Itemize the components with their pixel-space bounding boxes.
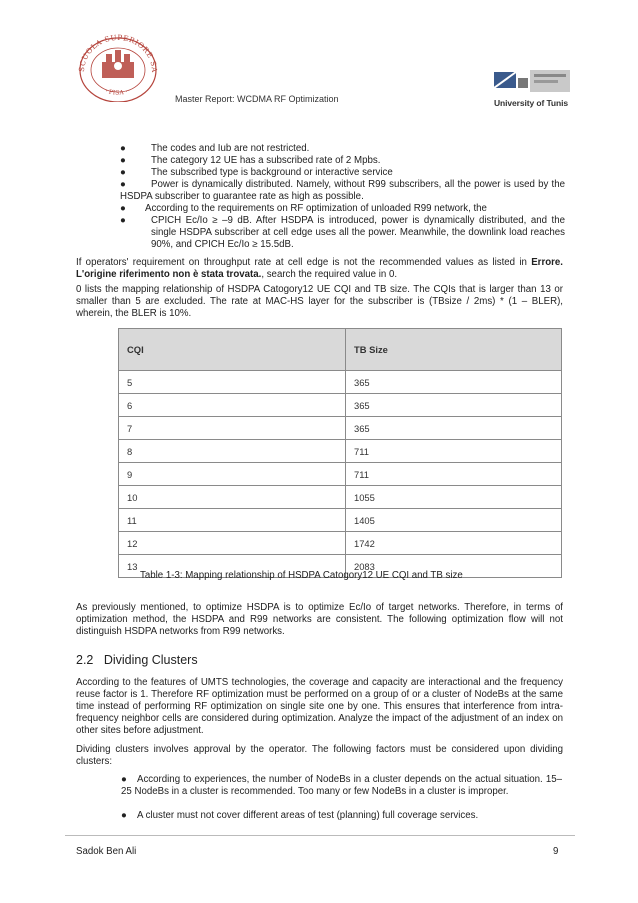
tb-size-cell: 711 [346,440,562,463]
page-number: 9 [553,846,559,857]
footer-divider [65,835,575,836]
tb-size-cell: 365 [346,394,562,417]
cqi-cell: 5 [119,371,346,394]
table-row [119,532,562,555]
table-row [119,440,562,463]
bullet-dot-icon: ● [120,179,126,190]
footer-author: Sadok Ben Ali [76,846,137,857]
cqi-cell: 10 [119,486,346,509]
cqi-cell: 7 [119,417,346,440]
bullet-dot-icon: ● [120,143,126,154]
tb-size-cell: 1405 [346,509,562,532]
table-row [119,486,562,509]
section-title: Dividing Clusters [103,653,198,667]
bullet-dot-icon: ● [120,215,126,226]
tb-size-cell: 1055 [346,486,562,509]
cqi-tb-table [118,328,562,578]
bullet-dot-icon: ● [120,155,126,166]
header-title: Master Report: WCDMA RF Optimization [175,94,339,104]
paragraph: According to the features of UMTS technologies, the coverage and capacity are interactional and the frequency reuse factor is 1. Therefore RF optimization must be performed on a group of or a cluster of NodeBs at the same time instead of performing RF optimization on single site one by one. This ensures that interference from intra-frequency neighbor cells are considered during optimization. Analyze the impact of the adjustment of an index on other sites before adjustment. [76,677,563,736]
section-heading [76,653,198,667]
school-logo [74,32,162,102]
table-row [119,371,562,394]
cqi-cell: 11 [119,509,346,532]
paragraph: Dividing clusters involves approval by the operator. The following factors must be considered upon dividing clusters: [76,744,563,767]
svg-text:· PISA ·: · PISA · [104,87,129,97]
section-number: 2.2 [76,653,94,667]
table-header-cqi: CQI [119,329,346,371]
broken-reference: Errore. L'origine riferimento non è stata trovata. [76,257,563,280]
bullet-dot-icon: ● [121,810,127,821]
bullet-dot-icon: ● [121,774,127,785]
tb-size-cell: 2083 [346,555,562,578]
university-logo-text: University of Tunis [494,98,568,108]
tb-size-cell: 711 [346,463,562,486]
table-row [119,509,562,532]
cqi-cell: 6 [119,394,346,417]
table-header-row [119,329,562,371]
svg-text:SCUOLA SUPERIORE SANT'ANNA: SCUOLA SUPERIORE SA [76,32,160,74]
paragraph: As previously mentioned, to optimize HSDPA is to optimize Ec/Io of target networks. Therefore, in terms of optimization method, the HSDPA and R99 networks are consistent. The following optimization flow will not distinguish HSDPA networks from R99 networks. [76,602,563,637]
bullet-dot-icon: ● [120,203,126,214]
cqi-cell: 8 [119,440,346,463]
table-row [119,417,562,440]
paragraph: 0 lists the mapping relationship of HSDPA Catogory12 UE CQI and TB size. The CQIs that is larger than 13 or smaller than 5 are excluded. The rate at MAC-HS layer for the subscriber is (TBsize / 2ms) * (1 – BLER), wherein, the BLER is 10%. [76,284,563,319]
paragraph: If operators' requirement on throughput rate at cell edge is not the recommended values as listed in Errore. L'origine riferimento non è stata trovata., search the required value in 0. [76,257,563,280]
tb-size-cell: 365 [346,371,562,394]
table-caption: Table 1-3: Mapping relationship of HSDPA Catogory12 UE CQI and TB size [140,570,463,581]
table-header-tb-size: TB Size [346,329,562,371]
cqi-cell: 13 [119,555,346,578]
table-row [119,394,562,417]
cqi-cell: 12 [119,532,346,555]
tb-size-cell: 365 [346,417,562,440]
bullet-dot-icon: ● [120,167,126,178]
tb-size-cell: 1742 [346,532,562,555]
table-row [119,463,562,486]
cqi-cell: 9 [119,463,346,486]
